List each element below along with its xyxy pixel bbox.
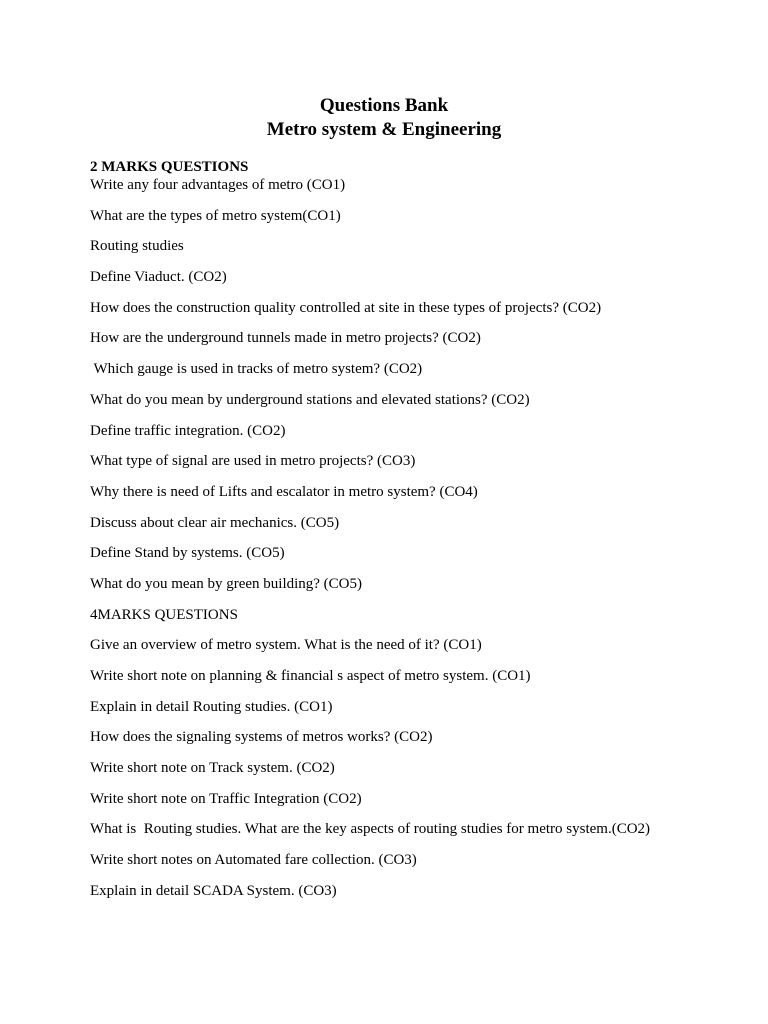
question-item: How does the signaling systems of metros works? (CO2) [90,729,433,746]
question-item: Write short note on planning & financial s aspect of metro system. (CO1) [90,668,531,684]
question-item: Write short notes on Automated fare collection. (CO3) [90,852,417,869]
document-title: Questions Bank [319,95,449,116]
question-item: What are the types of metro system(CO1) [90,207,341,224]
question-item: What is Routing studies. What are the key aspects of routing studies for metro system.(CO2) [90,821,651,838]
question-item: Define traffic integration. (CO2) [90,422,286,439]
section-heading-4-marks: 4MARKS QUESTIONS [90,606,238,623]
question-item: Which gauge is used in tracks of metro system? (CO2) [90,361,423,378]
question-item: How does the construction quality controlled at site in these types of projects? (CO2) [90,299,602,316]
question-item: How are the underground tunnels made in metro projects? (CO2) [90,330,481,347]
question-item: Write short note on Track system. (CO2) [90,760,335,777]
question-item: What do you mean by green building? (CO5) [90,575,363,592]
question-item: Write short note on Traffic Integration (CO2) [90,790,362,807]
question-item: Routing studies [90,238,184,255]
question-item: Why there is need of Lifts and escalator in metro system? (CO4) [90,483,478,500]
question-list [90,176,750,913]
question-item: Define Stand by systems. (CO5) [90,545,285,562]
document-subtitle: Metro system & Engineering [266,119,502,140]
question-item: Explain in detail SCADA System. (CO3) [90,882,337,899]
section-heading-2-marks: 2 MARKS QUESTIONS [90,159,249,175]
question-item: Define Viaduct. (CO2) [90,269,227,286]
question-item: What do you mean by underground stations and elevated stations? (CO2) [90,391,530,408]
question-item: Give an overview of metro system. What is the need of it? (CO1) [90,637,482,654]
question-item: Write any four advantages of metro (CO1) [90,177,346,193]
question-item: Discuss about clear air mechanics. (CO5) [90,514,340,531]
question-item: Explain in detail Routing studies. (CO1) [90,698,333,715]
question-item: What type of signal are used in metro projects? (CO3) [90,453,416,470]
